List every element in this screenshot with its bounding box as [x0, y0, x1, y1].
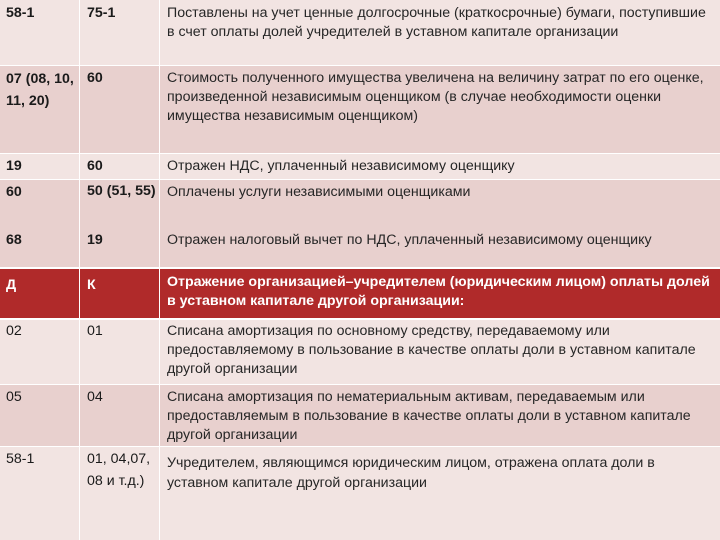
credit-cell: 60 — [87, 70, 103, 86]
debit-header: Д — [6, 277, 17, 293]
description-cell: Отражен налоговый вычет по НДС, уплаченный независимому оценщику — [167, 232, 652, 248]
credit-header: К — [87, 277, 96, 293]
table-row — [0, 227, 720, 268]
debit-cell: 02 — [6, 323, 22, 339]
debit-cell: 68 — [6, 232, 22, 248]
row-divider — [0, 267, 720, 269]
description-cell: Списана амортизация по нематериальным активам, передаваемым или предоставляемым в пользование в качестве оплаты доли в уставном капитале другой организации — [167, 389, 691, 443]
row-divider — [0, 65, 720, 66]
table-row — [0, 179, 720, 227]
debit-cell: 60 — [6, 184, 22, 200]
table-row — [0, 318, 720, 384]
credit-cell: 60 — [87, 158, 103, 174]
credit-cell: 75-1 — [87, 5, 116, 21]
table-row — [0, 153, 720, 179]
credit-cell: 04 — [87, 389, 103, 405]
section-header-row — [0, 268, 720, 318]
row-divider — [0, 446, 720, 447]
table-row — [0, 446, 720, 540]
credit-cell: 01, 04,07, 08 и т.д.) — [87, 451, 151, 489]
row-divider — [0, 153, 720, 154]
description-cell: Оплачены услуги независимыми оценщиками — [167, 184, 471, 200]
row-divider — [0, 384, 720, 385]
debit-cell: 58-1 — [6, 5, 35, 21]
section-title: Отражение организацией–учредителем (юридическим лицом) оплаты долей в уставном капитале другой организации: — [167, 274, 710, 309]
description-cell: Поставлены на учет ценные долгосрочные (краткосрочные) бумаги, поступившие в счет оплаты долей учредителей в уставном капитале организации — [167, 5, 706, 40]
column-divider — [79, 0, 80, 540]
table-row — [0, 0, 720, 65]
credit-cell: 19 — [87, 232, 103, 248]
table-row — [0, 384, 720, 446]
debit-cell: 07 (08, 10, 11, 20) — [6, 71, 74, 109]
table-row — [0, 65, 720, 153]
description-cell: Учредителем, являющимся юридическим лицом, отражена оплата доли в уставном капитале другой организации — [167, 455, 655, 491]
description-cell: Отражен НДС, уплаченный независимому оценщику — [167, 158, 515, 174]
description-cell: Стоимость полученного имущества увеличена на величину затрат по его оценке, произведенной независимым оценщиком (в случае необходимости оценки имущества независимым оценщиком) — [167, 70, 704, 124]
credit-cell: 01 — [87, 323, 103, 339]
row-divider — [0, 318, 720, 320]
debit-cell: 58-1 — [6, 451, 35, 467]
row-divider — [0, 179, 720, 180]
debit-cell: 19 — [6, 158, 22, 174]
credit-cell: 50 (51, 55) — [87, 183, 156, 199]
description-cell: Списана амортизация по основному средству, передаваемому или предоставляемому в пользование в качестве оплаты доли в уставном капитале другой организации — [167, 323, 696, 377]
debit-cell: 05 — [6, 389, 22, 405]
column-divider — [159, 0, 160, 540]
